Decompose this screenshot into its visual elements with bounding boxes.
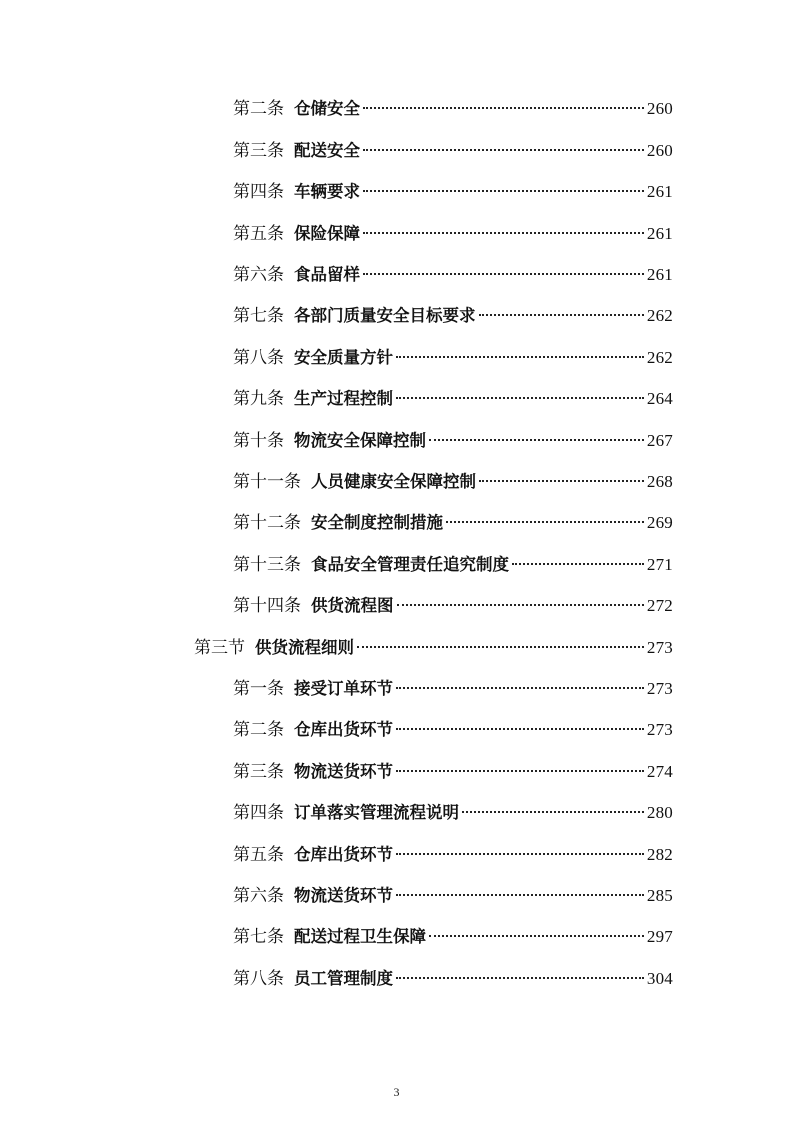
dot-leader — [363, 190, 644, 192]
toc-entry-title: 食品安全管理责任追究制度 — [311, 555, 509, 574]
toc-entry-title: 员工管理制度 — [294, 969, 393, 988]
dot-leader — [396, 770, 644, 772]
dot-leader — [462, 811, 644, 813]
dot-leader — [363, 232, 644, 234]
toc-entry-title: 仓库出货环节 — [294, 720, 393, 739]
toc-entry-title: 安全质量方针 — [294, 348, 393, 367]
dot-leader — [363, 273, 644, 275]
dot-leader — [512, 563, 644, 565]
toc-entry-page: 261 — [646, 182, 673, 201]
dot-leader — [446, 521, 644, 523]
toc-entry-page: 260 — [646, 141, 673, 160]
dot-leader — [479, 480, 644, 482]
toc-entry[interactable] — [233, 179, 673, 205]
toc-entry-page: 262 — [646, 348, 673, 367]
page-number: 3 — [393, 1085, 400, 1099]
toc-entry-title: 安全制度控制措施 — [311, 513, 443, 532]
toc-entry-title: 接受订单环节 — [294, 679, 393, 698]
toc-entry-number: 第八条 — [233, 969, 284, 989]
toc-entry[interactable] — [233, 883, 673, 909]
toc-entry-page: 261 — [646, 265, 673, 284]
dot-leader — [396, 728, 644, 730]
toc-entry-number: 第四条 — [233, 803, 284, 823]
toc-entry[interactable] — [233, 676, 673, 702]
toc-entry-page: 269 — [646, 513, 673, 532]
toc-entry-title: 订单落实管理流程说明 — [294, 803, 459, 822]
toc-entry[interactable] — [233, 428, 673, 454]
dot-leader — [429, 935, 644, 937]
toc-entry[interactable] — [233, 924, 673, 950]
toc-entry-page: 304 — [646, 969, 673, 988]
toc-entry-number: 第十四条 — [233, 596, 301, 616]
toc-entry-number: 第十三条 — [233, 555, 301, 575]
dot-leader — [429, 439, 644, 441]
toc-entry-page: 267 — [646, 431, 673, 450]
toc-section-page: 273 — [646, 638, 673, 657]
toc-entry-page: 272 — [646, 596, 673, 615]
toc-section-entry[interactable] — [194, 635, 673, 661]
toc-entry-page: 273 — [646, 720, 673, 739]
toc-entry-number: 第六条 — [233, 265, 284, 285]
dot-leader — [357, 646, 644, 648]
toc-entry[interactable] — [233, 717, 673, 743]
toc-entry-title: 车辆要求 — [294, 182, 360, 201]
toc-entry-number: 第三条 — [233, 141, 284, 161]
toc-entry-page: 264 — [646, 389, 673, 408]
toc-entry-title: 生产过程控制 — [294, 389, 393, 408]
toc-entry-number: 第七条 — [233, 927, 284, 947]
toc-section-title: 供货流程细则 — [255, 638, 354, 657]
toc-entry-number: 第五条 — [233, 845, 284, 865]
toc-entry-page: 285 — [646, 886, 673, 905]
toc-entry-title: 供货流程图 — [311, 596, 394, 615]
dot-leader — [396, 894, 644, 896]
toc-entry-number: 第十一条 — [233, 472, 301, 492]
toc-entry-title: 食品留样 — [294, 265, 360, 284]
toc-entry[interactable] — [233, 345, 673, 371]
toc-entry[interactable] — [233, 966, 673, 992]
toc-entry-title: 物流送货环节 — [294, 762, 393, 781]
toc-entry[interactable] — [233, 842, 673, 868]
toc-entry-title: 人员健康安全保障控制 — [311, 472, 476, 491]
dot-leader — [479, 314, 644, 316]
toc-entry-number: 第二条 — [233, 99, 284, 119]
toc-entry-number: 第五条 — [233, 224, 284, 244]
toc-entry-title: 物流安全保障控制 — [294, 431, 426, 450]
toc-entry[interactable] — [233, 303, 673, 329]
toc-entry[interactable] — [233, 96, 673, 122]
toc-entry[interactable] — [233, 262, 673, 288]
toc-entry[interactable] — [233, 593, 673, 619]
toc-entry-title: 配送过程卫生保障 — [294, 927, 426, 946]
toc-entry[interactable] — [233, 552, 673, 578]
toc-entry[interactable] — [233, 469, 673, 495]
toc-entry[interactable] — [233, 510, 673, 536]
toc-entry-page: 260 — [646, 99, 673, 118]
dot-leader — [363, 107, 644, 109]
toc-entry-title: 保险保障 — [294, 224, 360, 243]
toc-entry-number: 第九条 — [233, 389, 284, 409]
dot-leader — [363, 149, 644, 151]
toc-entry[interactable] — [233, 221, 673, 247]
toc-entry-page: 274 — [646, 762, 673, 781]
toc-entry[interactable] — [233, 138, 673, 164]
toc-entry-page: 261 — [646, 224, 673, 243]
toc-entry-title: 仓库出货环节 — [294, 845, 393, 864]
toc-entry-number: 第四条 — [233, 182, 284, 202]
dot-leader — [396, 977, 644, 979]
dot-leader — [396, 397, 644, 399]
toc-entry[interactable] — [233, 386, 673, 412]
toc-entry-page: 273 — [646, 679, 673, 698]
toc-entry-number: 第八条 — [233, 348, 284, 368]
toc-entry-number: 第二条 — [233, 720, 284, 740]
toc-entry-number: 第十二条 — [233, 513, 301, 533]
dot-leader — [397, 604, 644, 606]
toc-entry-title: 各部门质量安全目标要求 — [294, 306, 476, 325]
dot-leader — [396, 853, 644, 855]
toc-entry-title: 物流送货环节 — [294, 886, 393, 905]
toc-entry-number: 第一条 — [233, 679, 284, 699]
toc-entry-page: 282 — [646, 845, 673, 864]
toc-entry-page: 262 — [646, 306, 673, 325]
toc-entry-number: 第三条 — [233, 762, 284, 782]
toc-entry-page: 297 — [646, 927, 673, 946]
toc-entry-page: 268 — [646, 472, 673, 491]
toc-entry-number: 第六条 — [233, 886, 284, 906]
toc-entry-page: 271 — [646, 555, 673, 574]
toc-entry-page: 280 — [646, 803, 673, 822]
toc-entry-number: 第十条 — [233, 431, 284, 451]
toc-entry-title: 仓储安全 — [294, 99, 360, 118]
toc-entry-title: 配送安全 — [294, 141, 360, 160]
dot-leader — [396, 687, 644, 689]
toc-entry[interactable] — [233, 759, 673, 785]
dot-leader — [396, 356, 644, 358]
toc-entry-number: 第七条 — [233, 306, 284, 326]
toc-section-number: 第三节 — [194, 638, 245, 658]
toc-entry[interactable] — [233, 800, 673, 826]
